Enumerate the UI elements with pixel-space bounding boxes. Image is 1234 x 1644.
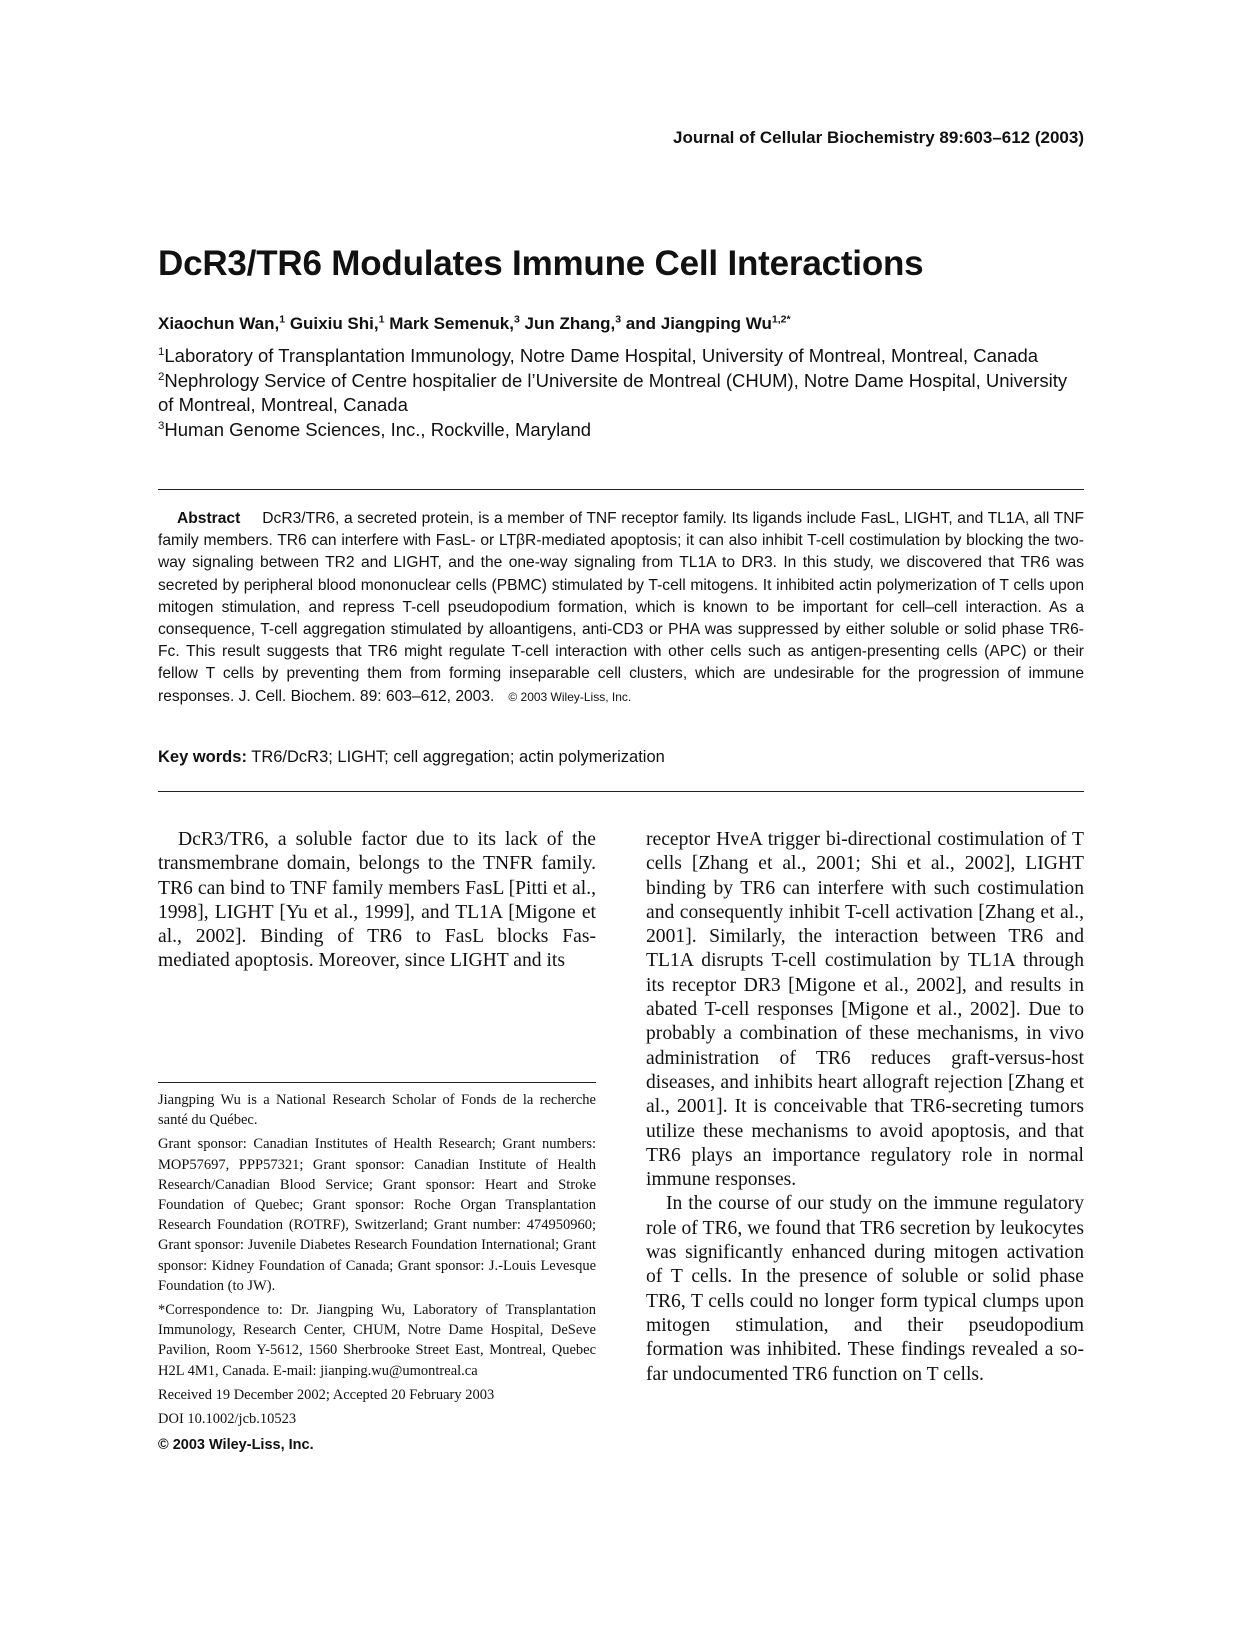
body-paragraph: DcR3/TR6, a soluble factor due to its lack of the transmembrane domain, belongs to the TNFR family. TR6 can bind to TNF family members FasL [Pitti et al., 1998], LIGHT [Yu et al., 1999], and TL1A [Migone et al., 2002]. Binding of TR6 to FasL blocks Fas-mediated apoptosis. Moreover, since LIGHT and its: [158, 829, 596, 972]
affiliations: [158, 344, 1084, 442]
keywords-text: TR6/DcR3; LIGHT; cell aggregation; actin polymerization: [251, 748, 665, 766]
abstract-label: Abstract: [177, 510, 241, 527]
author: Mark Semenuk,$^3$: [389, 313, 520, 333]
affiliation: $^1$Laboratory of Transplantation Immunology, Notre Dame Hospital, University of Montreal, Montreal, Canada: [158, 345, 1039, 366]
affiliation: $^3$Human Genome Sciences, Inc., Rockville, Maryland: [158, 418, 592, 440]
divider: [158, 489, 1084, 490]
paper-title: DcR3/TR6 Modulates Immune Cell Interactions: [158, 244, 924, 283]
body-column-right: [646, 828, 1084, 1387]
author: Guixiu Shi,$^1$: [289, 313, 385, 333]
journal-header: Journal of Cellular Biochemistry 89:603–612 (2003): [672, 128, 1084, 147]
abstract-text: DcR3/TR6, a secreted protein, is a member of TNF receptor family. Its ligands include FasL, LIGHT, and TL1A, all TNF family members. TR6 can interfere with FasL- or LTβR-mediated apoptosis; it can also inhibit T-cell costimulation by blocking the two-way signaling between TR2 and LIGHT, and the one-way signaling from TL1A to DR3. In this study, we discovered that TR6 was secreted by peripheral blood mononuclear cells (PBMC) stimulated by T-cell mitogens. It inhibited actin polymerization of T cells upon mitogen stimulation, and repress T-cell pseudopodium formation, which is known to be important for cell–cell interaction. As a consequence, T-cell aggregation stimulated by alloantigens, anti-CD3 or PHA was suppressed by either soluble or solid phase TR6-Fc. This result suggests that TR6 might regulate T-cell interaction with other cells such as antigen-presenting cells (APC) or their fellow T cells by preventing them from forming inseparable cell clusters, which are undesirable for the progression of immune responses. J. Cell. Biochem. 89: 603–612, 2003.: [158, 510, 1084, 705]
footnotes: [158, 1090, 596, 1459]
body-paragraph: In the course of our study on the immune regulatory role of TR6, we found that TR6 secretion by leukocytes was significantly enhanced during mitogen activation of T cells. In the presence of soluble or solid phase TR6, T cells could no longer form typical clumps upon mitogen stimulation, and their pseudopodium formation was inhibited. These findings revealed a so-far undocumented TR6 function on T cells.: [646, 1193, 1084, 1385]
keywords: [158, 748, 1084, 767]
divider: [158, 791, 1084, 792]
keywords-label: Key words:: [158, 748, 247, 766]
footnote-doi: DOI 10.1002/jcb.10523: [158, 1411, 297, 1428]
footnote-grants: Grant sponsor: Canadian Institutes of Health Research; Grant numbers: MOP57697, PPP57321; Grant sponsor: Canadian Institute of Health Research/Canadian Blood Service; Grant sponsor: Heart and Stroke Foundation of Quebec; Grant sponsor: Roche Organ Transplantation Research Foundation (ROTRF), Switzerland; Grant number: 474950960; Grant sponsor: Juvenile Diabetes Research Foundation International; Grant sponsor: Kidney Foundation of Canada; Grant sponsor: J.-Louis Levesque Foundation (to JW).: [158, 1136, 596, 1294]
footnote-copyright: © 2003 Wiley-Liss, Inc.: [158, 1437, 314, 1454]
author-list: [158, 314, 1084, 334]
author: and Jiangping $Wu^{1,2*}$: [625, 313, 791, 333]
footnote-received: Received 19 December 2002; Accepted 20 February 2003: [158, 1386, 495, 1403]
footnote-scholar: Jiangping Wu is a National Research Scholar of Fonds de la recherche santé du Québec.: [158, 1092, 596, 1129]
abstract: [158, 508, 1084, 708]
affiliation: $^2$Nephrology Service of Centre hospitalier de l’Universite de Montreal (CHUM), Notre Dame Hospital, University of Montreal, Montreal, Canada: [158, 369, 1068, 415]
author: Jun Zhang,$^3$: [524, 313, 622, 333]
abstract-copyright: © 2003 Wiley-Liss, Inc.: [508, 689, 632, 704]
body-column-left: [158, 828, 596, 974]
footnote-correspondence: *Correspondence to: Dr. Jiangping Wu, Laboratory of Transplantation Immunology, Research Center, CHUM, Notre Dame Hospital, DeSeve Pavilion, Room Y-5612, 1560 Sherbrooke Street East, Montreal, Quebec H2L 4M1, Canada. E-mail: jianping.wu@umontreal.ca: [158, 1302, 596, 1379]
author: Xiaochun Wan,$^1$: [158, 313, 286, 333]
body-paragraph: receptor HveA trigger bi-directional costimulation of T cells [Zhang et al., 2001; Shi et al., 2002], LIGHT binding by TR6 can interfere with such costimulation and consequently inhibit T-cell activation [Zhang et al., 2001]. Similarly, the interaction between TR6 and TL1A disrupts T-cell costimulation by TL1A through its receptor DR3 [Migone et al., 2002], and results in abated T-cell responses [Migone et al., 2002]. Due to probably a combination of these mechanisms, in vivo administration of TR6 reduces graft-versus-host diseases, and inhibits heart allograft rejection [Zhang et al., 2001]. It is conceivable that TR6-secreting tumors utilize these mechanisms to avoid apoptosis, and that TR6 plays an importance regulatory role in normal immune responses.: [646, 829, 1084, 1191]
footnote-divider: [158, 1082, 596, 1083]
